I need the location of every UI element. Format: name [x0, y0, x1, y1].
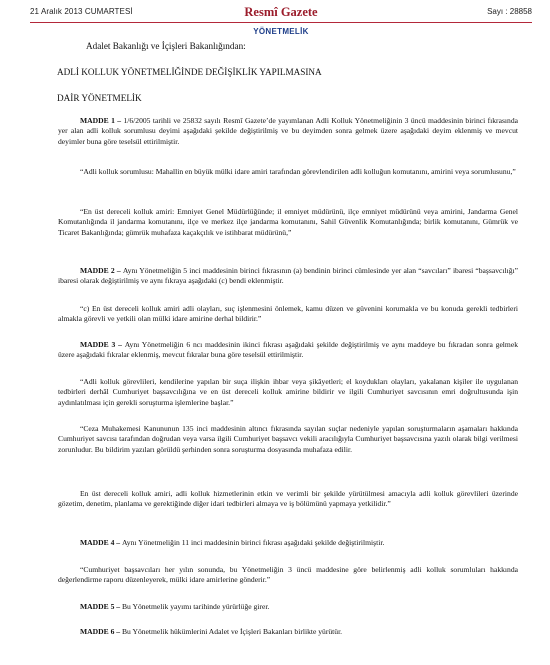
- article-3-paragraph: [58, 340, 518, 361]
- article-3-heading: MADDE 3 –: [80, 340, 125, 349]
- article-5-heading: MADDE 5 –: [80, 602, 122, 611]
- article-1-quote-2: “En üst dereceli kolluk amiri: Emniyet Genel Müdürlüğünde; il emniyet müdürünü, ilçe emniyet müdürünü veya amirini, Jandarma Genel Komutanlığında il jandarma komutanını, ilçe ve merkez ilçe jandarma komutanını, Sahil Güvenlik Komutanlığında; birlik komutanını, Gümrük ve Ticaret Bakanlığında; gümrük muhafaza kaçakçılık ve istihbarat müdürünü,”: [58, 207, 518, 237]
- regulation-title-line-2: DAİR YÖNETMELİK: [57, 93, 142, 103]
- article-2-paragraph: [58, 266, 518, 287]
- article-6-paragraph: [58, 627, 518, 637]
- article-4-quote-1: “Cumhuriyet başsavcıları her yılın sonunda, bu Yönetmeliğin 3 üncü maddesine göre belirlenmiş adli kolluk sorumluları hakkında değerlendirme raporu düzenleyerek, mülki idare amirlerine gönderir.”: [58, 565, 518, 585]
- gazette-header: [30, 6, 532, 20]
- article-4-text: Aynı Yönetmeliğin 11 inci maddesinin birinci fıkrası aşağıdaki şekilde değiştirilmiştir.: [121, 538, 385, 547]
- header-divider: [30, 22, 532, 23]
- gazette-title: Resmî Gazete: [244, 5, 318, 19]
- article-1-paragraph: [58, 116, 518, 147]
- issuer-line: Adalet Bakanlığı ve İçişleri Bakanlığından:: [86, 41, 246, 51]
- article-4-heading: MADDE 4 –: [80, 538, 122, 547]
- article-5-text: Bu Yönetmelik yayımı tarihinde yürürlüğe girer.: [121, 602, 270, 611]
- issue-date: 21 Aralık 2013 CUMARTESİ: [30, 7, 133, 16]
- article-2-quote-1: “c) En üst dereceli kolluk amiri adli olayları, suç işlenmesini önlemek, kamu düzen ve güvenini korumakla ve bu konuda gerekli tedbirleri almakla görevli ve yetkili olan mülki idare amirine derhal bildirir.”: [58, 304, 518, 324]
- article-3-quote-2: “Ceza Muhakemesi Kanununun 135 inci maddesinin altıncı fıkrasında sayılan suçlar nedeniyle yapılan soruşturmaların aşamaları hakkında Cumhuriyet savcısı tarafından doğrudan veya varsa ilgili Cumhuriyet başsavcı vekili aracılığıyla Cumhuriyet başsavcısına yazılı olarak bilgi verilmesi zorunludur. Bu bildirim yazıları görüldü şerhinden sonra soruşturma dosyasında muhafaza edilir.: [58, 424, 518, 454]
- article-1-heading: MADDE 1 –: [80, 116, 124, 125]
- article-3-quote-1: “Adli kolluk görevlileri, kendilerine yapılan bir suça ilişkin ihbar veya şikâyetleri; el koydukları olayları, yakalanan kişiler ile uygulanan tedbirleri derhâl Cumhuriyet başsavcılığına ve en üst dereceli kolluk amirine bildirir ve ilgili Cumhuriyet savcısının emri doğrultusunda işin aydınlatılması için gerekli soruşturma işlemlerine başlar.”: [58, 377, 518, 407]
- article-1-text: 1/6/2005 tarihli ve 25832 sayılı Resmî Gazete’de yayımlanan Adli Kolluk Yönetmeliğinin 3 üncü maddesinin birinci fıkrasında yer alan adli kolluk sorumlusu deyimi aşağıdaki şekilde değiştirilmiş ve bu deyimden sonra gelmek üzere aşağıdaki deyim eklenmiş ve mevcut deyimler buna göre teselsül ettirilmiştir.: [58, 116, 518, 146]
- article-6-heading: MADDE 6 –: [80, 627, 122, 636]
- article-3-quote-3: En üst dereceli kolluk amiri, adli kolluk hizmetlerinin etkin ve verimli bir şekilde yürütülmesi amacıyla adli kolluk görevlileri üzerinde gözetim, denetim, planlama ve gerektiğinde diğer idari tedbirleri almaya ve iş bölümünü yapmaya yetkilidir.”: [58, 489, 518, 509]
- article-4-paragraph: [58, 538, 518, 548]
- article-2-heading: MADDE 2 –: [80, 266, 123, 275]
- section-title: YÖNETMELİK: [253, 27, 309, 36]
- article-3-text: Aynı Yönetmeliğin 6 ncı maddesinin ikinci fıkrası aşağıdaki şekilde değiştirilmiş ve aynı maddeye bu fıkradan sonra gelmek üzere aşağıdaki fıkralar eklenmiş, mevcut fıkralar buna göre teselsül ettirilmiştir.: [58, 340, 518, 360]
- article-6-text: Bu Yönetmelik hükümlerini Adalet ve İçişleri Bakanları birlikte yürütür.: [121, 627, 343, 636]
- regulation-title-line-1: ADLİ KOLLUK YÖNETMELİĞİNDE DEĞİŞİKLİK YAPILMASINA: [57, 67, 322, 77]
- article-5-paragraph: [58, 602, 518, 612]
- article-2-text: Aynı Yönetmeliğin 5 inci maddesinin birinci fıkrasının (a) bendinin birinci cümlesinde yer alan “savcıları” ibaresi “başsavcılığı” ibaresi olarak değiştirilmiş ve aynı fıkraya aşağıdaki (c) bendi eklenmiştir.: [58, 266, 518, 286]
- article-1-quote-1: “Adli kolluk sorumlusu: Mahallin en büyük mülki idare amiri tarafından görevlendirilen adli kolluğun komutanını, amirini veya sorumlusunu,”: [80, 167, 516, 176]
- issue-number: Sayı : 28858: [487, 7, 532, 16]
